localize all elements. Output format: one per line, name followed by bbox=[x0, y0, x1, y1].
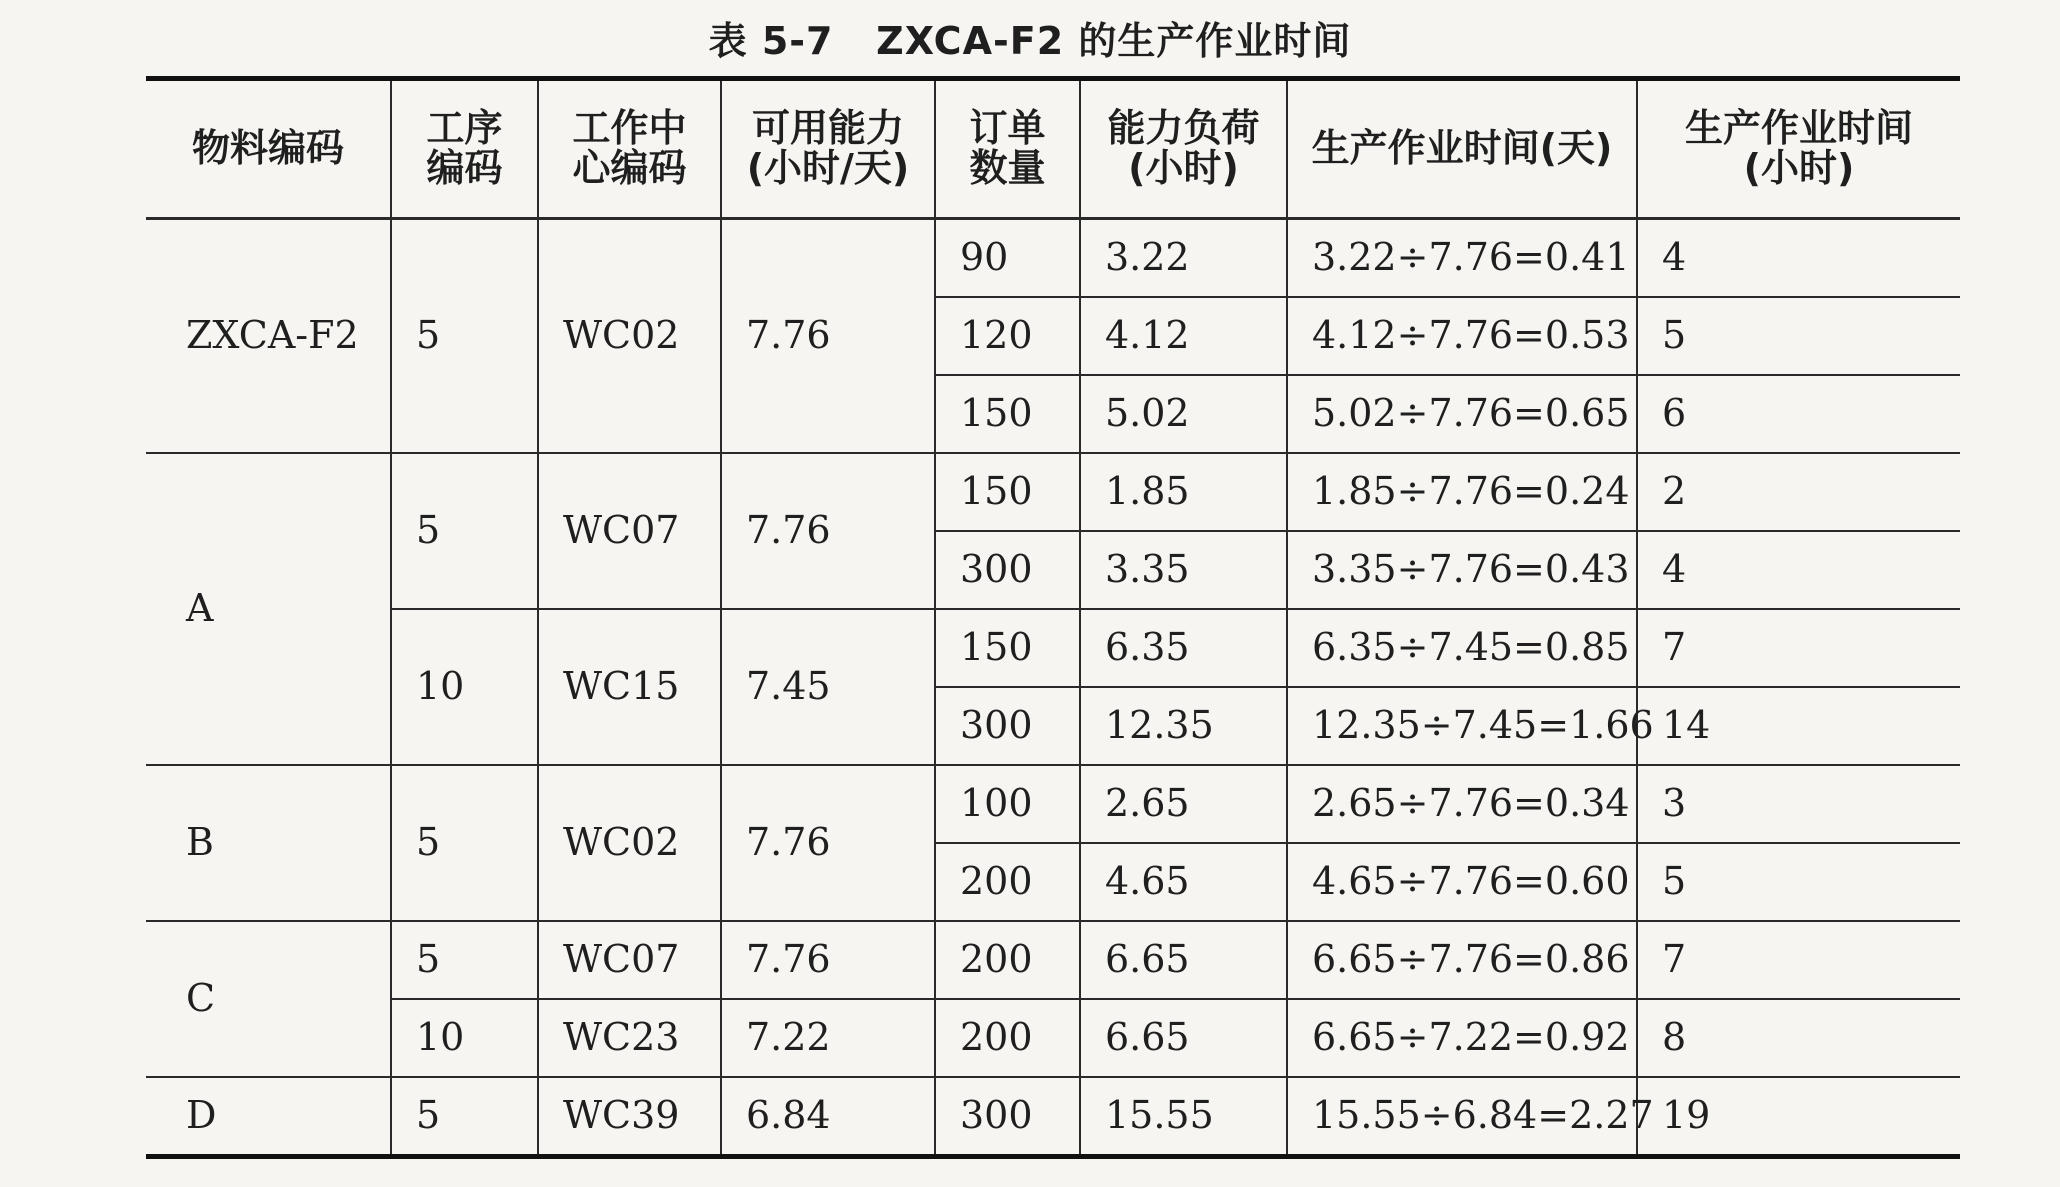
order-quantity-cell: 300 bbox=[935, 687, 1080, 765]
material-code-cell: A bbox=[146, 453, 391, 765]
operation-code-cell: 5 bbox=[391, 765, 538, 921]
capacity-cell: 7.76 bbox=[721, 921, 935, 999]
material-code-cell: ZXCA-F2 bbox=[146, 219, 391, 454]
production-hours-cell: 2 bbox=[1637, 453, 1960, 531]
capacity-load-cell: 12.35 bbox=[1080, 687, 1287, 765]
production-days-cell: 15.55÷6.84=2.27 bbox=[1287, 1077, 1637, 1157]
capacity-load-cell: 4.65 bbox=[1080, 843, 1287, 921]
capacity-load-cell: 5.02 bbox=[1080, 375, 1287, 453]
material-code-cell: B bbox=[146, 765, 391, 921]
order-quantity-cell: 120 bbox=[935, 297, 1080, 375]
order-quantity-cell: 300 bbox=[935, 531, 1080, 609]
order-quantity-cell: 200 bbox=[935, 921, 1080, 999]
work-center-cell: WC15 bbox=[538, 609, 721, 765]
material-code-cell: D bbox=[146, 1077, 391, 1157]
table-row bbox=[146, 921, 1960, 999]
capacity-cell: 7.22 bbox=[721, 999, 935, 1077]
operation-code-cell: 5 bbox=[391, 219, 538, 454]
production-days-cell: 2.65÷7.76=0.34 bbox=[1287, 765, 1637, 843]
header-production-hours: 生产作业时间 (小时) bbox=[1637, 79, 1960, 219]
order-quantity-cell: 90 bbox=[935, 219, 1080, 298]
production-hours-cell: 7 bbox=[1637, 921, 1960, 999]
header-operation-code: 工序 编码 bbox=[391, 79, 538, 219]
order-quantity-cell: 150 bbox=[935, 375, 1080, 453]
table-row bbox=[146, 999, 1960, 1077]
work-center-cell: WC02 bbox=[538, 765, 721, 921]
capacity-load-cell: 4.12 bbox=[1080, 297, 1287, 375]
header-order-quantity: 订单 数量 bbox=[935, 79, 1080, 219]
capacity-cell: 7.76 bbox=[721, 453, 935, 609]
capacity-load-cell: 6.65 bbox=[1080, 999, 1287, 1077]
capacity-load-cell: 6.65 bbox=[1080, 921, 1287, 999]
capacity-cell: 7.45 bbox=[721, 609, 935, 765]
production-time-table bbox=[146, 76, 1960, 1159]
capacity-cell: 6.84 bbox=[721, 1077, 935, 1157]
production-hours-cell: 5 bbox=[1637, 297, 1960, 375]
capacity-load-cell: 3.22 bbox=[1080, 219, 1287, 298]
production-days-cell: 12.35÷7.45=1.66 bbox=[1287, 687, 1637, 765]
order-quantity-cell: 150 bbox=[935, 609, 1080, 687]
production-days-cell: 1.85÷7.76=0.24 bbox=[1287, 453, 1637, 531]
header-production-days: 生产作业时间(天) bbox=[1287, 79, 1637, 219]
capacity-load-cell: 15.55 bbox=[1080, 1077, 1287, 1157]
operation-code-cell: 10 bbox=[391, 999, 538, 1077]
production-days-cell: 4.65÷7.76=0.60 bbox=[1287, 843, 1637, 921]
production-hours-cell: 4 bbox=[1637, 219, 1960, 298]
capacity-load-cell: 3.35 bbox=[1080, 531, 1287, 609]
production-hours-cell: 5 bbox=[1637, 843, 1960, 921]
operation-code-cell: 10 bbox=[391, 609, 538, 765]
production-hours-cell: 3 bbox=[1637, 765, 1960, 843]
table-body bbox=[146, 219, 1960, 1157]
production-days-cell: 3.22÷7.76=0.41 bbox=[1287, 219, 1637, 298]
production-days-cell: 6.35÷7.45=0.85 bbox=[1287, 609, 1637, 687]
header-available-capacity: 可用能力 (小时/天) bbox=[721, 79, 935, 219]
table-row bbox=[146, 765, 1960, 843]
capacity-load-cell: 6.35 bbox=[1080, 609, 1287, 687]
table-row bbox=[146, 609, 1960, 687]
order-quantity-cell: 200 bbox=[935, 843, 1080, 921]
capacity-cell: 7.76 bbox=[721, 219, 935, 454]
order-quantity-cell: 150 bbox=[935, 453, 1080, 531]
table-caption: 表 5-7 ZXCA-F2 的生产作业时间 bbox=[708, 19, 1352, 63]
table-row bbox=[146, 453, 1960, 531]
production-days-cell: 3.35÷7.76=0.43 bbox=[1287, 531, 1637, 609]
production-hours-cell: 4 bbox=[1637, 531, 1960, 609]
header-capacity-load: 能力负荷 (小时) bbox=[1080, 79, 1287, 219]
order-quantity-cell: 200 bbox=[935, 999, 1080, 1077]
table-row bbox=[146, 219, 1960, 298]
production-days-cell: 6.65÷7.22=0.92 bbox=[1287, 999, 1637, 1077]
header-work-center-code: 工作中 心编码 bbox=[538, 79, 721, 219]
capacity-load-cell: 1.85 bbox=[1080, 453, 1287, 531]
header-row bbox=[146, 79, 1960, 219]
material-code-cell: C bbox=[146, 921, 391, 1077]
production-days-cell: 4.12÷7.76=0.53 bbox=[1287, 297, 1637, 375]
production-hours-cell: 8 bbox=[1637, 999, 1960, 1077]
operation-code-cell: 5 bbox=[391, 1077, 538, 1157]
operation-code-cell: 5 bbox=[391, 453, 538, 609]
capacity-load-cell: 2.65 bbox=[1080, 765, 1287, 843]
production-hours-cell: 19 bbox=[1637, 1077, 1960, 1157]
work-center-cell: WC39 bbox=[538, 1077, 721, 1157]
work-center-cell: WC07 bbox=[538, 453, 721, 609]
production-hours-cell: 14 bbox=[1637, 687, 1960, 765]
production-days-cell: 6.65÷7.76=0.86 bbox=[1287, 921, 1637, 999]
work-center-cell: WC02 bbox=[538, 219, 721, 454]
table-row bbox=[146, 1077, 1960, 1157]
order-quantity-cell: 100 bbox=[935, 765, 1080, 843]
production-hours-cell: 7 bbox=[1637, 609, 1960, 687]
header-material-code: 物料编码 bbox=[146, 79, 391, 219]
operation-code-cell: 5 bbox=[391, 921, 538, 999]
work-center-cell: WC07 bbox=[538, 921, 721, 999]
production-hours-cell: 6 bbox=[1637, 375, 1960, 453]
order-quantity-cell: 300 bbox=[935, 1077, 1080, 1157]
capacity-cell: 7.76 bbox=[721, 765, 935, 921]
production-days-cell: 5.02÷7.76=0.65 bbox=[1287, 375, 1637, 453]
work-center-cell: WC23 bbox=[538, 999, 721, 1077]
